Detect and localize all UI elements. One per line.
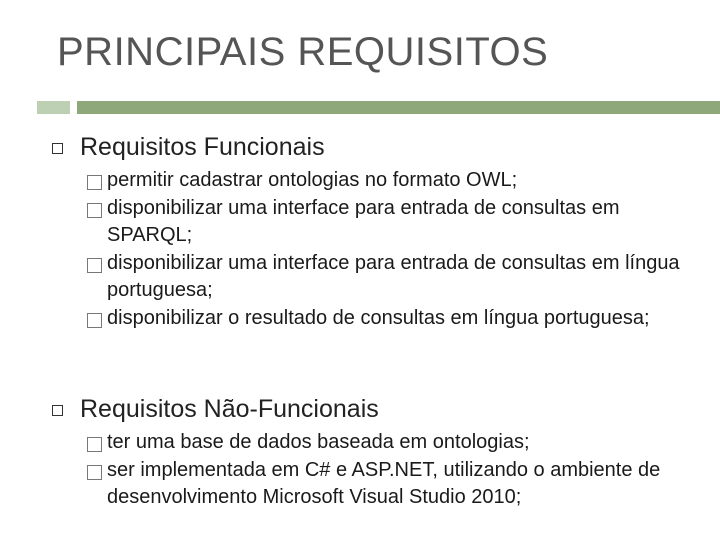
checkbox-icon [87, 203, 102, 218]
item-text: disponibilizar uma interface para entrada de consultas em SPARQL; [107, 196, 620, 246]
section-heading: Requisitos Não-Funcionais [80, 395, 379, 423]
item-text: ser implementada em C# e ASP.NET, utilizando o ambiente de desenvolvimento Microsoft Visual Studio 2010; [107, 458, 661, 508]
title-divider-accent [37, 101, 70, 114]
checkbox-icon [87, 437, 102, 452]
slide-title: PRINCIPAIS REQUISITOS [57, 30, 549, 74]
list-item [0, 167, 697, 195]
checkbox-icon [87, 465, 102, 480]
checkbox-icon [87, 313, 102, 328]
list-item [0, 429, 697, 457]
section-nonfunctional [0, 395, 720, 512]
title-divider [77, 101, 720, 114]
bullet-box-icon [52, 405, 63, 416]
list-item [0, 195, 697, 250]
checkbox-icon [87, 258, 102, 273]
item-text: permitir cadastrar ontologias no formato OWL; [107, 169, 518, 191]
item-text: disponibilizar o resultado de consultas em língua portuguesa; [107, 306, 650, 329]
item-text: disponibilizar uma interface para entrada de consultas em língua portuguesa; [107, 251, 680, 301]
section-heading: Requisitos Funcionais [80, 133, 325, 161]
checkbox-icon [87, 175, 102, 190]
bullet-box-icon [52, 143, 63, 154]
list-item [0, 305, 697, 333]
section-functional [0, 133, 720, 332]
item-text: ter uma base de dados baseada em ontologias; [107, 431, 530, 453]
list-item [0, 457, 697, 512]
list-item [0, 250, 697, 305]
